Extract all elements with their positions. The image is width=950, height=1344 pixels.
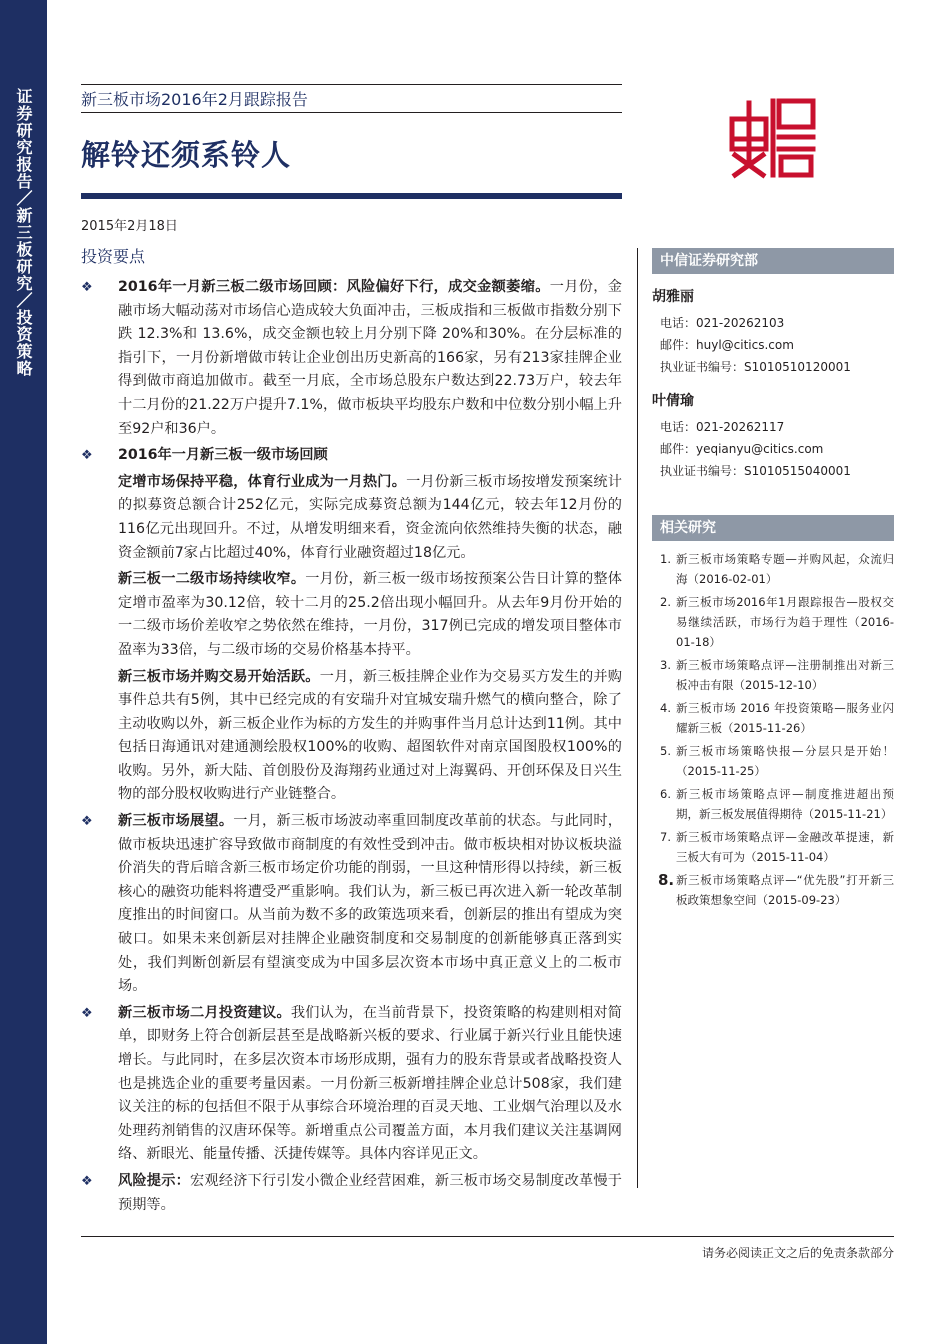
sub-paragraph [81, 471, 622, 565]
bullet-text: 宏观经济下行引发小微企业经营困难，新三板市场交易制度改革慢于预期等。 [118, 1172, 622, 1213]
bullet-paragraph [81, 810, 622, 999]
sub-heading: 定增市场保持平稳，体育行业成为一月热门。 [118, 473, 407, 490]
citic-securities-logo [729, 93, 819, 179]
item-text: 新三板市场策略点评—“优先股”打开新三板政策想象空间（2015-09-23） [676, 873, 894, 907]
diamond-bullet-icon: ❖ [81, 814, 93, 830]
bullet-heading: 新三板市场展望。 [118, 813, 234, 830]
item-number: 1. [660, 552, 671, 566]
bullet-text: 一月，新三板市场波动率重回制度改革前的状态。与此同时，做市板块迅速扩容导致做市商制度的有效性受到冲击。做市板块相对协议板块溢价消失的背后暗含新三板市场定价功能的削弱，一旦这种情形得以持续，新三板核心的融资功能料将遭受严重影响。我们认为，新三板已再次进入新一轮改革制度推出的时间窗口。从当前为数不多的政策选项来看，创新层的推出有望成为突破口。如果未来创新层对挂牌企业融资制度和交易制度的创新能够真正落到实处，我们判断创新层有望演变成为中国多层次资本市场中真正意义上的二板市场。 [118, 813, 622, 995]
diamond-bullet-icon: ❖ [81, 1173, 93, 1189]
analyst-panel [652, 248, 894, 482]
bullet-heading: 2016年一月新三板二级市场回顾：风险偏好下行，成交金额萎缩。 [118, 279, 550, 295]
item-number: 5. [660, 744, 671, 758]
header-mid-rule [81, 112, 622, 113]
sidebar-sep: ／ [14, 292, 33, 309]
list-item [652, 549, 894, 589]
item-text: 新三板市场策略点评—注册制推出对新三板冲击有限（2015-12-10） [676, 658, 894, 692]
sidebar-type: 投资策略 [14, 309, 33, 377]
sidebar-category: 证券研究报告 [14, 88, 33, 190]
item-text: 新三板市场2016年1月跟踪报告—股权交易继续活跃，市场行为趋于理性（2016-01-18） [676, 595, 894, 649]
footer-rule [81, 1236, 894, 1237]
item-text: 新三板市场 2016 年投资策略—服务业闪耀新三板（2015-11-26） [676, 701, 894, 735]
sub-heading: 新三板市场并购交易开始活跃。 [118, 668, 320, 685]
bullet-paragraph [81, 1002, 622, 1167]
item-number: 6. [660, 787, 671, 801]
bullet-heading: 2016年一月新三板一级市场回顾 [118, 447, 328, 464]
bullet-paragraph [81, 1170, 622, 1217]
header-top-rule [81, 84, 622, 85]
section-heading: 投资要点 [81, 247, 146, 266]
bullet-heading: 新三板市场二月投资建议。 [118, 1004, 291, 1021]
analyst-name: 胡雅丽 [652, 289, 694, 305]
item-text: 新三板市场策略快报—分层只是开始！（2015-11-25） [676, 744, 894, 778]
item-number: 4. [660, 701, 671, 715]
sub-heading: 新三板一二级市场持续收窄。 [118, 571, 306, 588]
item-text: 新三板市场策略专题—并购风起，众流归海（2016-02-01） [676, 552, 894, 586]
analyst-email: 邮件：yeqianyu@citics.com [660, 442, 824, 456]
report-date: 2015年2月18日 [81, 219, 178, 234]
list-item [652, 784, 894, 824]
sidebar [0, 0, 47, 1344]
analyst-name: 叶倩瑜 [652, 393, 694, 409]
analyst-email: 邮件：huyl@citics.com [660, 338, 794, 352]
main-content [81, 276, 622, 1220]
bullet-heading: 风险提示： [118, 1172, 191, 1189]
dept-bar: 中信证券研究部 [652, 248, 894, 274]
analyst-phone: 电话：021-20262103 [660, 316, 785, 330]
list-item [652, 698, 894, 738]
item-number: 8. [658, 871, 675, 889]
related-research-panel [652, 515, 894, 913]
bullet-paragraph [81, 276, 622, 441]
report-subtitle: 新三板市场2016年2月跟踪报告 [81, 90, 308, 109]
sub-text: 一月，新三板挂牌企业作为交易买方发生的并购事件总共有5例，其中已经完成的有安瑞升对宜城安瑞升燃气的横向整合，除了主动收购以外，新三板企业作为标的方发生的并购事件当月总计达到11例。其中包括日海通讯对建通测绘股权100%的收购、超图软件对南京国图股权100%的收购。另外，新大陆、首创股份及海翔药业通过对上海翼码、开创环保及日兴生物的部分股权收购进行产业链整合。 [118, 668, 622, 803]
sidebar-label [0, 88, 47, 377]
list-item [652, 655, 894, 695]
analyst-cert: 执业证书编号：S1010510120001 [660, 360, 851, 374]
bullet-paragraph [81, 444, 622, 468]
sub-paragraph [81, 568, 622, 662]
list-item [652, 592, 894, 652]
related-list [652, 549, 894, 910]
analyst-phone: 电话：021-20262117 [660, 420, 785, 434]
bullet-text: 我们认为，在当前背景下，投资策略的构建则相对简单，即财务上符合创新层甚至是战略新兴板的要求、行业属于新兴行业且能快速增长。与此同时，在多层次资本市场形成期，强有力的股东背景或者战略投资人也是挑选企业的重要考量因素。一月份新三板新增挂牌企业总计508家，我们建议关注的标的包括但不限于从事综合环境治理的百灵天地、工业烟气治理以及水处理药剂销售的汉唐环保等。新增重点公司覆盖方面，本月我们建议关注基调网络、新眼光、能量传播、沃捷传媒等。具体内容详见正文。 [118, 1004, 622, 1163]
diamond-bullet-icon: ❖ [81, 1005, 93, 1021]
item-text: 新三板市场策略点评—制度推进超出预期，新三板发展值得期待（2015-11-21） [676, 787, 894, 821]
item-number: 2. [660, 595, 671, 609]
sidebar-sector: 新三板研究 [14, 207, 33, 292]
sidebar-sep: ／ [14, 190, 33, 207]
sub-paragraph [81, 666, 622, 808]
list-item [652, 827, 894, 867]
item-text: 新三板市场策略点评—金融改革提速，新三板大有可为（2015-11-04） [676, 830, 894, 864]
bullet-text: 一月份，金融市场大幅动荡对市场信心造成较大负面冲击，三板成指和三板做市指数分别下跌 12.3%和 13.6%，成交金额也较上月分别下降 20%和30%。在分层标准的指引下，一月份新增做市转让企业创出历史新高的166家，另有213家挂牌企业得到做市商追加做市。截至一月底，全市场总股东户数达到22.73万户，较去年十二月份的21.22万户提升7.1%，做市板块平均股东户数和中位数分别小幅上升至92户和36户。 [118, 279, 622, 437]
list-item [652, 870, 894, 910]
title-rule [81, 193, 622, 199]
column-divider [637, 248, 638, 1188]
related-bar: 相关研究 [652, 515, 894, 541]
sub-text: 一月份，新三板一级市场按预案公告日计算的整体定增市盈率为30.12倍，较十二月的25.2倍出现小幅回升。从去年9月份开始的一二级市场价差收窄之势依然在维持，一月份，317例已完成的增发项目整体市盈率为33倍，与二级市场的交易价格基本持平。 [118, 571, 622, 658]
diamond-bullet-icon: ❖ [81, 280, 93, 295]
list-item [652, 741, 894, 781]
sub-text: 一月份新三板市场按增发预案统计的拟募资总额合计252亿元，实际完成募资总额为144亿元，较去年12月份的116亿元出现回升。不过，从增发明细来看，资金流向依然维持失衡的状态，融资金额前7家占比超过40%，体育行业融资超过18亿元。 [118, 473, 622, 561]
disclaimer-note: 请务必阅读正文之后的免责条款部分 [701, 1246, 894, 1260]
diamond-bullet-icon: ❖ [81, 448, 93, 464]
item-number: 3. [660, 658, 671, 672]
analyst-cert: 执业证书编号：S1010515040001 [660, 464, 851, 478]
item-number: 7. [660, 830, 671, 844]
page-title: 解铃还须系铃人 [81, 138, 292, 172]
